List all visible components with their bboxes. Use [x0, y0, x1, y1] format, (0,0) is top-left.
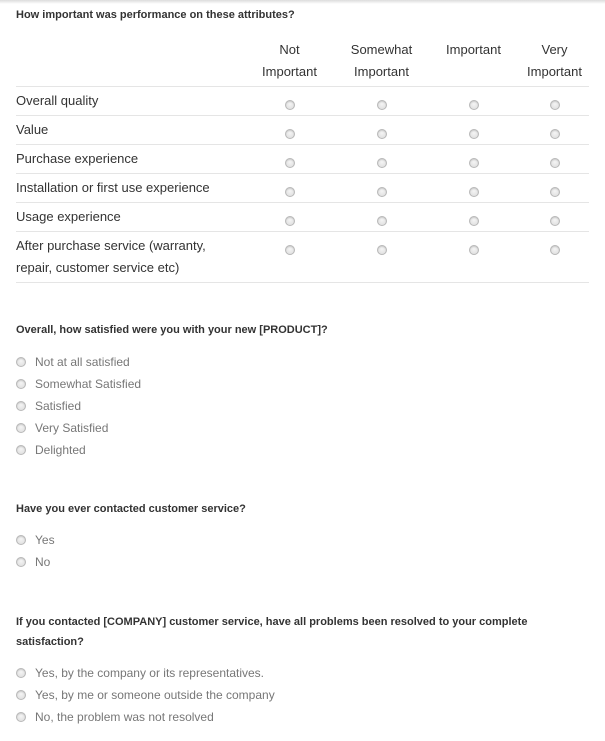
radio-button[interactable]	[469, 187, 479, 197]
question-satisfaction-title: Overall, how satisfied were you with your new [PRODUCT]?	[16, 324, 328, 336]
option-no[interactable]	[16, 551, 55, 573]
top-shadow	[0, 0, 605, 4]
radio-button[interactable]	[550, 100, 560, 110]
importance-matrix	[16, 35, 589, 283]
radio-button[interactable]	[16, 357, 26, 367]
radio-button[interactable]	[285, 100, 295, 110]
option-label: Somewhat Satisfied	[35, 377, 142, 391]
option-label: Yes	[35, 533, 55, 547]
radio-button[interactable]	[377, 245, 387, 255]
column-header-important: Important	[427, 35, 520, 87]
question-contacted-service-title: Have you ever contacted customer service?	[16, 503, 246, 515]
radio-button[interactable]	[16, 712, 26, 722]
matrix-corner	[16, 35, 243, 87]
radio-button[interactable]	[550, 245, 560, 255]
radio-button[interactable]	[550, 187, 560, 197]
radio-button[interactable]	[16, 379, 26, 389]
radio-button[interactable]	[377, 216, 387, 226]
row-label: Installation or first use experience	[16, 174, 243, 203]
contacted-service-options	[16, 529, 55, 573]
radio-button[interactable]	[285, 216, 295, 226]
matrix-row-value	[16, 116, 589, 145]
option-label: No, the problem was not resolved	[35, 710, 214, 724]
radio-button[interactable]	[285, 129, 295, 139]
column-header-very-important: Very Important	[520, 35, 589, 87]
column-header-not-important: Not Important	[243, 35, 336, 87]
satisfaction-options	[16, 351, 141, 461]
radio-button[interactable]	[469, 100, 479, 110]
option-somewhat-satisfied[interactable]	[16, 373, 141, 395]
row-label: Usage experience	[16, 203, 243, 232]
radio-button[interactable]	[377, 158, 387, 168]
resolution-options	[16, 662, 275, 728]
row-label: After purchase service (warranty, repair, customer service etc)	[16, 232, 243, 283]
radio-button[interactable]	[469, 129, 479, 139]
option-label: Very Satisfied	[35, 421, 109, 435]
radio-button[interactable]	[16, 445, 26, 455]
radio-button[interactable]	[377, 187, 387, 197]
matrix-row-usage-experience	[16, 203, 589, 232]
option-delighted[interactable]	[16, 439, 141, 461]
radio-button[interactable]	[16, 401, 26, 411]
option-resolved-by-company[interactable]	[16, 662, 275, 684]
matrix-row-installation	[16, 174, 589, 203]
option-label: Satisfied	[35, 399, 82, 413]
radio-button[interactable]	[285, 187, 295, 197]
matrix-row-purchase-experience	[16, 145, 589, 174]
radio-button[interactable]	[550, 129, 560, 139]
option-label: Yes, by the company or its representatives.	[35, 666, 265, 680]
radio-button[interactable]	[16, 690, 26, 700]
radio-button[interactable]	[550, 158, 560, 168]
column-header-somewhat-important: Somewhat Important	[336, 35, 427, 87]
radio-button[interactable]	[285, 158, 295, 168]
radio-button[interactable]	[469, 216, 479, 226]
option-label: Delighted	[35, 443, 86, 457]
row-label: Overall quality	[16, 87, 243, 116]
radio-button[interactable]	[16, 535, 26, 545]
option-very-satisfied[interactable]	[16, 417, 141, 439]
radio-button[interactable]	[377, 129, 387, 139]
option-satisfied[interactable]	[16, 395, 141, 417]
radio-button[interactable]	[469, 245, 479, 255]
option-label: Yes, by me or someone outside the company	[35, 688, 275, 702]
matrix-header-row	[16, 35, 589, 87]
row-label: Purchase experience	[16, 145, 243, 174]
matrix-row-overall-quality	[16, 87, 589, 116]
option-resolved-by-me[interactable]	[16, 684, 275, 706]
radio-button[interactable]	[16, 557, 26, 567]
option-not-at-all-satisfied[interactable]	[16, 351, 141, 373]
question-resolution-title: If you contacted [COMPANY] customer service, have all problems been resolved to your complete satisfaction?	[16, 616, 528, 648]
radio-button[interactable]	[16, 423, 26, 433]
option-label: Not at all satisfied	[35, 355, 130, 369]
radio-button[interactable]	[16, 668, 26, 678]
option-not-resolved[interactable]	[16, 706, 275, 728]
matrix-row-after-purchase-service	[16, 232, 589, 283]
radio-button[interactable]	[285, 245, 295, 255]
radio-button[interactable]	[377, 100, 387, 110]
radio-button[interactable]	[550, 216, 560, 226]
radio-button[interactable]	[469, 158, 479, 168]
row-label: Value	[16, 116, 243, 145]
question-importance-title: How important was performance on these attributes?	[16, 9, 295, 21]
option-label: No	[35, 555, 51, 569]
option-yes[interactable]	[16, 529, 55, 551]
